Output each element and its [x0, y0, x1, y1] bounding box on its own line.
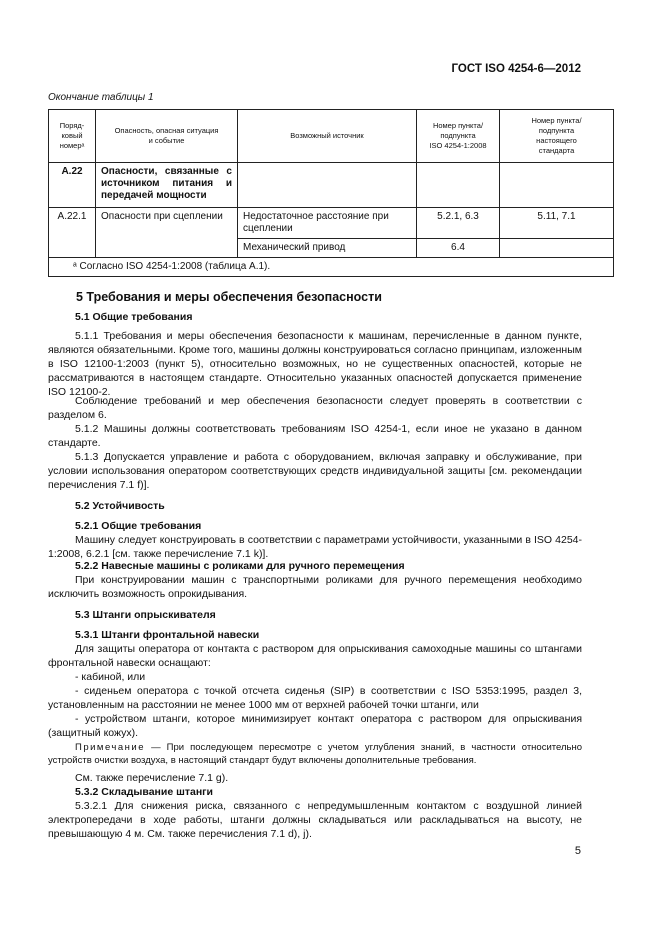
list-item: - кабиной, или — [75, 671, 146, 683]
table-footnote: ᵃ Согласно ISO 4254-1:2008 (таблица А.1). — [49, 258, 614, 277]
table-row — [49, 163, 614, 208]
document-code: ГОСТ ISO 4254-6—2012 — [451, 63, 581, 75]
paragraph-5-2-1: Машину следует конструировать в соответствии с параметрами устойчивости, указанными в ISO 4254-1:2008, 6.2.1 [см. также перечисление 7.1 k)]. — [48, 534, 582, 560]
paragraph-5-3-1: Для защиты оператора от контакта с раствором для опрыскивания самоходные машины со штангами фронтальной навески оснащают: — [48, 643, 582, 669]
paragraph-5-1-1b: Соблюдение требований и мер обеспечения безопасности следует проверять в соответствии с разделом 6. — [48, 395, 582, 421]
see-also: См. также перечисление 7.1 g). — [75, 772, 229, 784]
table-header-row — [49, 110, 614, 163]
hazards-table — [48, 109, 614, 277]
paragraph-5-1-1: 5.1.1 Требования и меры обеспечения безопасности к машинам, перечисленные в данном пункте, являются обязательными. Кроме того, машины должны конструироваться согласно принципам, изложенным в ISO 12100-1:2003 (пункт 5), относительно возможных, но не существенных опасностей, которые не рассматриваются в настоящем стандарте. Относительно указанных опасностей допускается применение ISO 12100-2. — [48, 330, 582, 398]
header-cell: Опасность, опасная ситуация и событие — [96, 110, 238, 163]
section-5-title: 5 Требования и меры обеспечения безопасности — [76, 290, 382, 304]
paragraph-5-2-2: При конструировании машин с транспортными роликами для ручного перемещения необходимо исключить возможность опрокидывания. — [48, 574, 582, 600]
iso-cell — [417, 163, 500, 208]
source-cell: Механический привод — [238, 239, 417, 258]
section-5-3-title: 5.3 Штанги опрыскивателя — [75, 609, 216, 621]
iso-cell: 6.4 — [417, 239, 500, 258]
note-text: — При последующем пересмотре с учетом углубления знаний, в частности относительно устройств очистки воздуха, в настоящий стандарт будут включены дополнительные требования. — [48, 742, 582, 766]
header-cell: Номер пункта/ подпункта настоящего стандарта — [500, 110, 614, 163]
list-item: - сиденьем оператора с точкой отсчета сиденья (SIP) в соответствии с ISO 5353:1995, раздел 3, установленным на расстоянии не менее 1000 мм от верхней рабочей точки штанги, или — [48, 685, 582, 711]
section-5-2-2-title: 5.2.2 Навесные машины с роликами для ручного перемещения — [75, 560, 405, 572]
paragraph-5-1-2: 5.1.2 Машины должны соответствовать требованиям ISO 4254-1, если иное не указано в данном стандарте. — [48, 423, 582, 449]
hazard-cell: Опасности при сцеплении — [96, 208, 238, 258]
iso-cell: 5.2.1, 6.3 — [417, 208, 500, 239]
section-5-3-1-title: 5.3.1 Штанги фронтальной навески — [75, 629, 260, 641]
section-5-2-1-title: 5.2.1 Общие требования — [75, 520, 202, 532]
section-5-3-2-title: 5.3.2 Складывание штанги — [75, 786, 213, 798]
std-cell: 5.11, 7.1 — [500, 208, 614, 239]
page-number: 5 — [574, 845, 581, 857]
source-cell — [238, 163, 417, 208]
note — [48, 741, 582, 767]
section-5-1-title: 5.1 Общие требования — [75, 311, 193, 323]
header-cell: Возможный источник — [238, 110, 417, 163]
paragraph-5-3-2-1: 5.3.2.1 Для снижения риска, связанного с непредумышленным контактом с воздушной линией электропередачи в ходе работы, штанги должны складываться или раскладываться на высоту, не превышающую 4 м. См. также перечисления 7.1 d), j). — [48, 800, 582, 840]
table-row — [49, 208, 614, 239]
list-item: - устройством штанги, которое минимизирует контакт оператора с раствором для опрыскивания (защитный кожух). — [48, 713, 582, 739]
header-cell: Номер пункта/ подпункта ISO 4254-1:2008 — [417, 110, 500, 163]
section-5-2-title: 5.2 Устойчивость — [75, 500, 165, 512]
header-cell: Поряд- ковый номерᵃ — [49, 110, 96, 163]
std-cell — [500, 163, 614, 208]
std-cell — [500, 239, 614, 258]
note-label: Примечание — [75, 742, 145, 753]
source-cell: Недостаточное расстояние при сцеплении — [238, 208, 417, 239]
table-caption: Окончание таблицы 1 — [48, 92, 154, 103]
hazard-cell: Опасности, связанные с источником питания и передачей мощности — [96, 163, 238, 208]
row-number: A.22.1 — [49, 208, 96, 258]
paragraph-5-1-3: 5.1.3 Допускается управление и работа с оборудованием, включая заправку и обслуживание, при условии использования оператором соответствующих средств индивидуальной защиты [см. рекомендации перечисления 7.1 f)]. — [48, 451, 582, 491]
row-number: A.22 — [49, 163, 96, 208]
table-footnote-row — [49, 258, 614, 277]
